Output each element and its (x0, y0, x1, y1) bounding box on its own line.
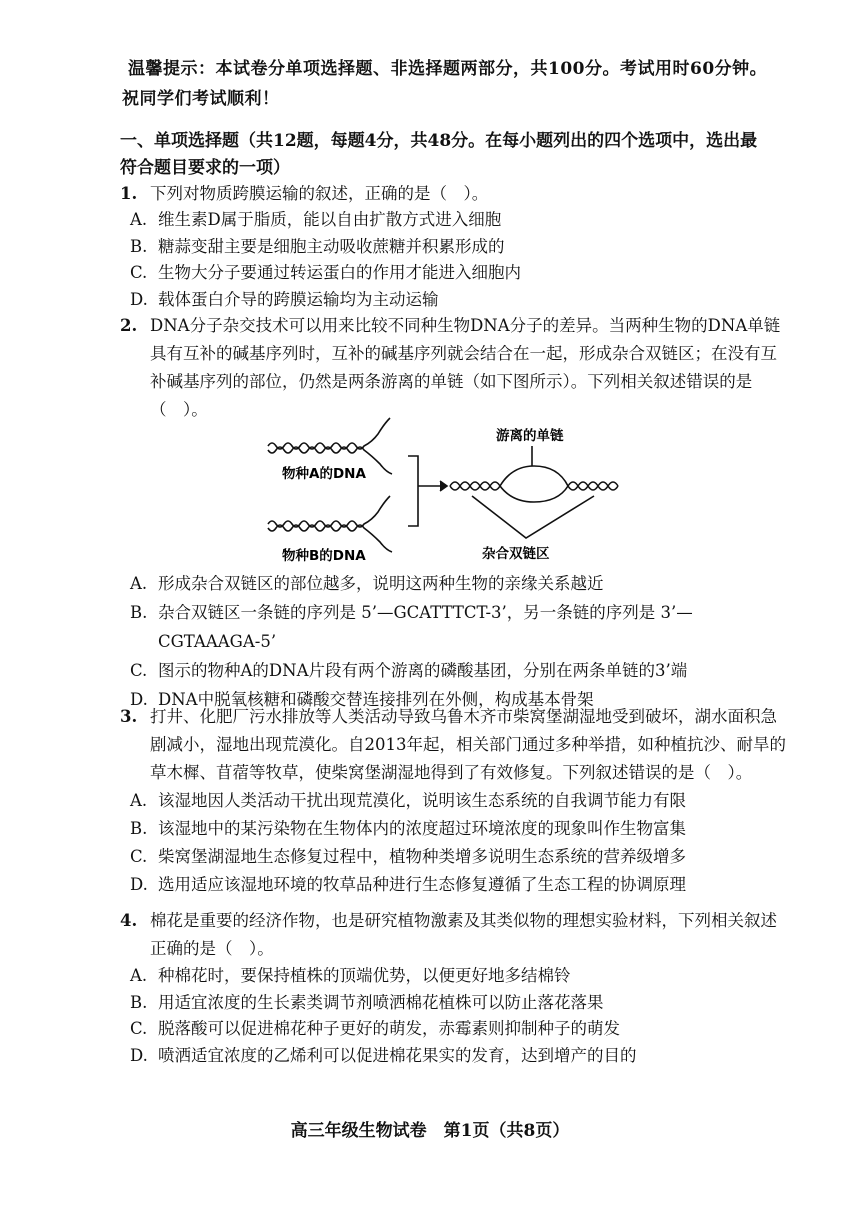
option-label: C. (130, 847, 148, 866)
option-label: A. (130, 791, 148, 810)
species-a-strand-upper (268, 418, 390, 449)
question-1 (120, 181, 790, 313)
option-text: 载体蛋白介导的跨膜运输均为主动运输 (158, 289, 439, 309)
section-heading (120, 128, 782, 182)
question-2-options (120, 569, 790, 714)
option-text: 形成杂合双链区的部位越多，说明这两种生物的亲缘关系越近 (158, 574, 604, 593)
option-d[interactable] (130, 871, 790, 899)
question-stem: 棉花是重要的经济作物，也是研究植物激素及其类似物的理想实验材料，下列相关叙述正确的是（ ）。 (150, 911, 777, 958)
option-text: 该湿地中的某污染物在生物体内的浓度超过环境浓度的现象叫作生物富集 (158, 819, 686, 838)
question-stem: DNA分子杂交技术可以用来比较不同种生物DNA分子的差异。当两种生物的DNA单链具有互补的碱基序列时，互补的碱基序列就会结合在一起，形成杂合双链区；在没有互补碱基序列的部位，仍然是两条游离的单链（如下图所示）。下列相关叙述错误的是（ ）。 (150, 316, 781, 419)
option-label: A. (130, 574, 148, 593)
option-text: 该湿地因人类活动干扰出现荒漠化，说明该生态系统的自我调节能力有限 (158, 791, 686, 810)
option-c[interactable] (130, 843, 790, 871)
option-label: D. (130, 690, 148, 709)
question-stem: 打井、化肥厂污水排放等人类活动导致乌鲁木齐市柴窝堡湖湿地受到破坏，湖水面积急剧减小，湿地出现荒漠化。自2013年起，相关部门通过多种举措，如种植抗沙、耐旱的草木樨、苜蓿等牧草，使柴窝堡湖湿地得到了有效修复。下列叙述错误的是（ ）。 (150, 707, 786, 782)
exam-notice (122, 54, 778, 114)
option-text: 脱落酸可以促进棉花种子更好的萌发，赤霉素则抑制种子的萌发 (158, 1019, 620, 1038)
option-b[interactable] (130, 990, 790, 1017)
question-number: 1. (120, 184, 138, 203)
question-number: 3. (120, 707, 138, 726)
question-3 (120, 703, 790, 899)
option-b[interactable] (130, 815, 790, 843)
option-label: D. (130, 1045, 148, 1065)
option-text: 用适宜浓度的生长素类调节剂喷洒棉花植株可以防止落花落果 (158, 992, 604, 1012)
option-a[interactable] (130, 787, 790, 815)
option-label: A. (130, 210, 148, 229)
free-strand-label: 游离的单链 (496, 428, 564, 444)
option-text: 柴窝堡湖湿地生态修复过程中，植物种类增多说明生态系统的营养级增多 (158, 847, 686, 866)
option-text: DNA中脱氧核糖和磷酸交替连接排列在外侧，构成基本骨架 (158, 690, 594, 709)
notice-line-1: 温馨提示：本试卷分单项选择题、非选择题两部分，共100分。考试用时60分钟。 (128, 59, 768, 79)
hybrid-region-label: 杂合双链区 (482, 546, 550, 562)
species-a-label: 物种A的DNA (282, 466, 366, 482)
section-heading-line-2: 符合题目要求的一项） (120, 158, 290, 178)
option-label: B. (130, 819, 148, 838)
option-b[interactable] (130, 598, 790, 656)
option-label: D. (130, 875, 148, 894)
option-text: 维生素D属于脂质，能以自由扩散方式进入细胞 (158, 210, 502, 229)
option-b[interactable] (130, 234, 790, 261)
option-d[interactable] (130, 287, 790, 314)
option-text: 喷洒适宜浓度的乙烯利可以促进棉花果实的发育，达到增产的目的 (158, 1045, 637, 1065)
option-label: B. (130, 236, 148, 256)
bracket (408, 456, 418, 526)
option-label: C. (130, 263, 148, 282)
option-d[interactable] (130, 1043, 790, 1070)
species-b-label: 物种B的DNA (282, 548, 366, 564)
option-text: 种棉花时，要保持植株的顶端优势，以便更好地多结棉铃 (158, 966, 571, 985)
question-number: 4. (120, 911, 138, 930)
option-a[interactable] (130, 963, 790, 990)
free-single-strand-bottom (500, 486, 568, 502)
question-stem: 下列对物质跨膜运输的叙述，正确的是（ ）。 (150, 184, 489, 203)
section-heading-line-1: 一、单项选择题（共12题，每题4分，共48分。在每小题列出的四个选项中，选出最 (120, 131, 758, 151)
option-label: A. (130, 966, 148, 985)
option-c[interactable] (130, 656, 790, 685)
species-b-strand-upper (268, 496, 390, 527)
option-c[interactable] (130, 1016, 790, 1043)
free-single-strand-top (500, 466, 568, 486)
option-text: 选用适应该湿地环境的牧草品种进行生态修复遵循了生态工程的协调原理 (158, 875, 686, 894)
option-text: 生物大分子要通过转运蛋白的作用才能进入细胞内 (158, 263, 521, 282)
option-c[interactable] (130, 260, 790, 287)
option-label: D. (130, 289, 148, 309)
option-label: C. (130, 1019, 148, 1038)
question-4 (120, 907, 790, 1069)
dna-hybridization-figure (260, 412, 640, 574)
option-a[interactable] (130, 207, 790, 234)
option-text: 糖蒜变甜主要是细胞主动吸收蔗糖并积累形成的 (158, 236, 505, 256)
option-text: 图示的物种A的DNA片段有两个游离的磷酸基团，分别在两条单链的3’端 (158, 661, 688, 680)
question-2 (120, 312, 790, 424)
option-a[interactable] (130, 569, 790, 598)
question-number: 2. (120, 316, 138, 335)
option-label: B. (130, 603, 148, 622)
notice-line-2: 祝同学们考试顺利！ (122, 89, 280, 109)
option-label: B. (130, 992, 148, 1012)
option-text: 杂合双链区一条链的序列是 5’—GCATTTCT-3’，另一条链的序列是 3’—CGTAAAGA-5’ (158, 603, 693, 651)
option-label: C. (130, 661, 148, 680)
page-footer: 高三年级生物试卷 第1页（共8页） (290, 1121, 570, 1141)
